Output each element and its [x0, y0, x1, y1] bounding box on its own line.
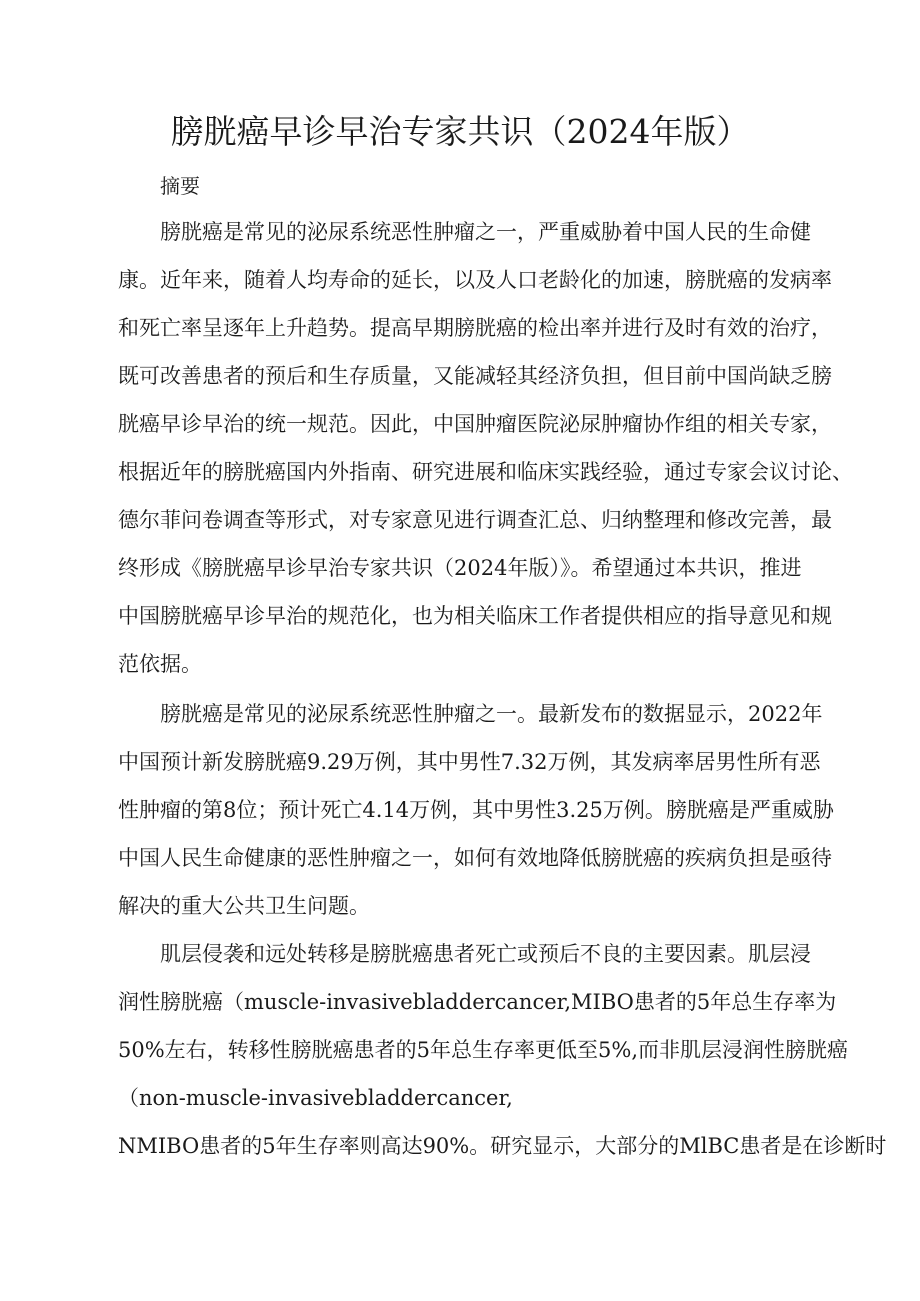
- paragraph-1-line: 胱癌早诊早治的统一规范。因此，中国肿瘤医院泌尿肿瘤协作组的相关专家，: [118, 412, 832, 436]
- paragraph-1-line: 范依据。: [118, 652, 202, 676]
- document-title: 膀胱癌早诊早治专家共识（2024年版）: [170, 112, 750, 151]
- paragraph-1-line: 终形成《膀胱癌早诊早治专家共识（2024年版）》。希望通过本共识，推进: [118, 556, 802, 580]
- paragraph-2-line: 中国人民生命健康的恶性肿瘤之一，如何有效地降低膀胱癌的疾病负担是亟待: [118, 846, 832, 870]
- paragraph-3-line: NMIBO患者的5年生存率则高达90%。研究显示，大部分的MlBC患者是在诊断时: [118, 1134, 887, 1158]
- paragraph-2-line: 性肿瘤的第8位；预计死亡4.14万例，其中男性3.25万例。膀胱癌是严重威胁: [118, 798, 834, 822]
- paragraph-3-line: 润性膀胱癌（muscle-invasivebladdercancer,MIBO患者的5年总生存率为: [118, 990, 837, 1014]
- paragraph-1-line: 康。近年来，随着人均寿命的延长，以及人口老龄化的加速，膀胱癌的发病率: [118, 268, 832, 292]
- paragraph-1-line: 和死亡率呈逐年上升趋势。提高早期膀胱癌的检出率并进行及时有效的治疗，: [118, 316, 832, 340]
- paragraph-2-line: 膀胱癌是常见的泌尿系统恶性肿瘤之一。最新发布的数据显示，2022年: [160, 702, 823, 726]
- paragraph-1-line: 膀胱癌是常见的泌尿系统恶性肿瘤之一，严重威胁着中国人民的生命健: [160, 220, 811, 244]
- paragraph-2-line: 解决的重大公共卫生问题。: [118, 894, 370, 918]
- paragraph-1-line: 根据近年的膀胱癌国内外指南、研究进展和临床实践经验，通过专家会议讨论、: [118, 460, 853, 484]
- paragraph-2-line: 中国预计新发膀胱癌9.29万例，其中男性7.32万例，其发病率居男性所有恶: [118, 750, 821, 774]
- paragraph-3-line: 50%左右，转移性膀胱癌患者的5年总生存率更低至5%,而非肌层浸润性膀胱癌: [118, 1038, 849, 1062]
- abstract-heading: 摘要: [160, 174, 200, 198]
- paragraph-3-line: （non-muscle-invasivebladdercancer,: [118, 1086, 513, 1110]
- paragraph-3-line: 肌层侵袭和远处转移是膀胱癌患者死亡或预后不良的主要因素。肌层浸: [160, 942, 811, 966]
- paragraph-1-line: 既可改善患者的预后和生存质量，又能减轻其经济负担，但目前中国尚缺乏膀: [118, 364, 832, 388]
- paragraph-1-line: 德尔菲问卷调查等形式，对专家意见进行调查汇总、归纳整理和修改完善，最: [118, 508, 832, 532]
- paragraph-1-line: 中国膀胱癌早诊早治的规范化，也为相关临床工作者提供相应的指导意见和规: [118, 604, 832, 628]
